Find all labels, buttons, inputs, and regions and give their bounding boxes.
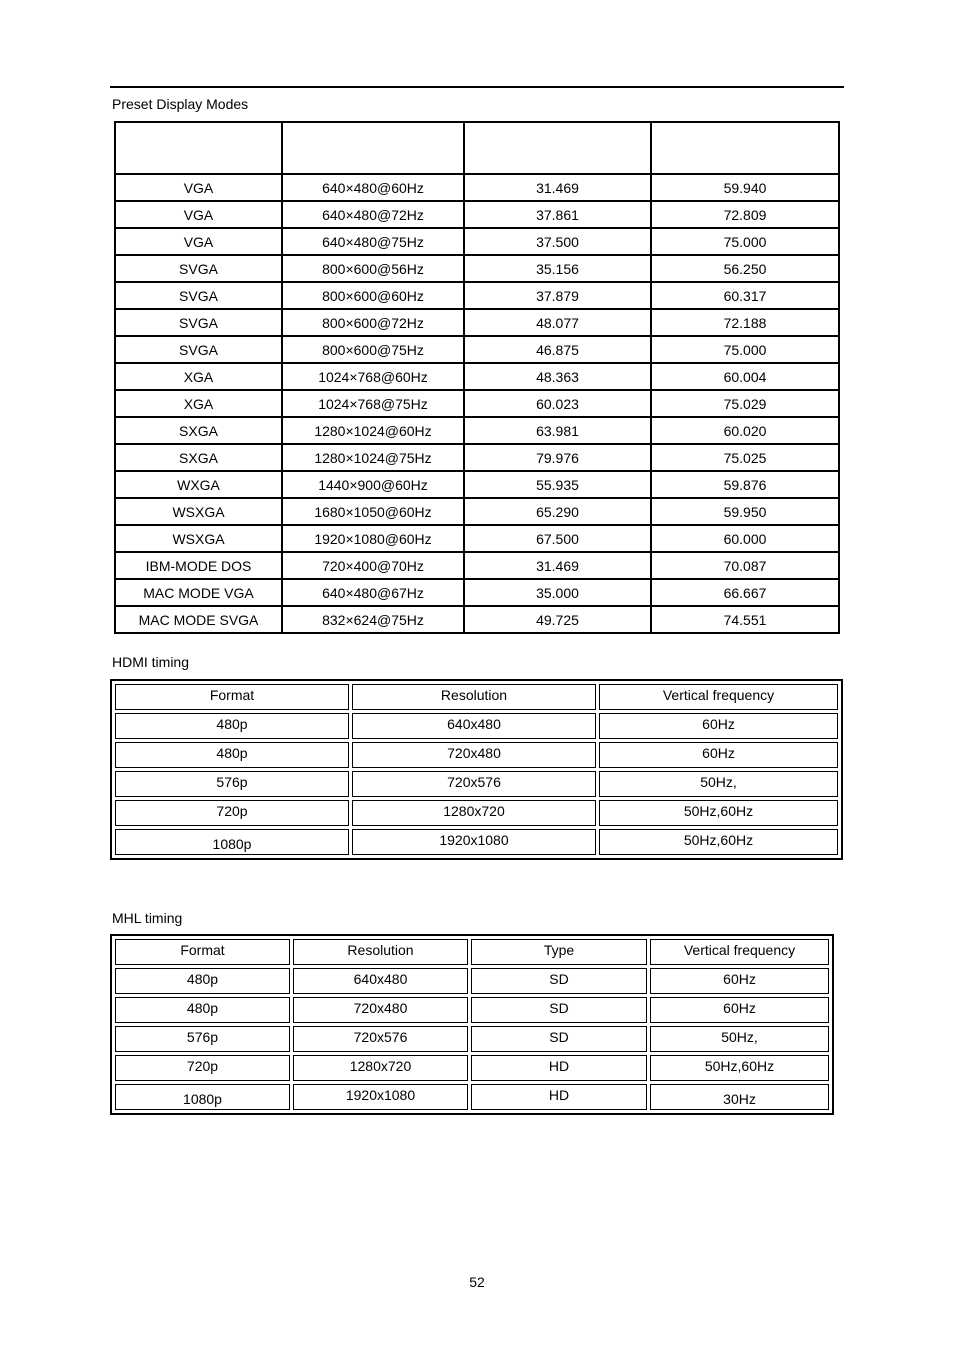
- table-cell: 720×400@70Hz: [283, 553, 465, 580]
- table-cell: 50Hz,60Hz: [599, 800, 838, 826]
- table-row: [116, 229, 838, 256]
- table-cell: 74.551: [723, 611, 767, 628]
- table-cell: XGA: [116, 391, 283, 418]
- table-row: [116, 580, 838, 607]
- header-cell: Resolution: [352, 684, 596, 710]
- table-cell: SVGA: [116, 283, 283, 310]
- table-cell: SVGA: [116, 310, 283, 337]
- table-cell: WSXGA: [116, 499, 283, 526]
- table-cell: XGA: [116, 364, 283, 391]
- table-cell: 1024×768@60Hz: [283, 364, 465, 391]
- table-cell: 75.029: [652, 391, 838, 418]
- table-cell: 60.004: [652, 364, 838, 391]
- table-row: [116, 391, 838, 418]
- table-cell: SXGA: [116, 445, 283, 472]
- table-cell: 576p: [115, 771, 349, 797]
- table-cell: 800×600@60Hz: [283, 283, 465, 310]
- table-header-row: [116, 123, 838, 175]
- table-cell: 1680×1050@60Hz: [283, 499, 465, 526]
- header-cell: Vertical frequency: [650, 939, 829, 965]
- table-cell: SD: [471, 1026, 647, 1052]
- table-cell: 1280x720: [293, 1055, 468, 1081]
- table-cell: 1920x1080: [293, 1084, 468, 1110]
- table-cell: VGA: [116, 202, 283, 229]
- table-cell: 800×600@72Hz: [283, 310, 465, 337]
- table-cell: SXGA: [116, 418, 283, 445]
- table-cell: 1920x1080: [352, 829, 596, 855]
- table-row: [116, 256, 838, 283]
- header-cell: Type: [471, 939, 647, 965]
- hdmi-timing-title: HDMI timing: [112, 654, 190, 670]
- table-cell: 60.000: [652, 526, 838, 553]
- preset-modes-title: Preset Display Modes: [112, 96, 249, 112]
- table-cell: 60Hz: [599, 742, 838, 768]
- table-row: [115, 771, 838, 797]
- table-cell: HD: [471, 1055, 647, 1081]
- table-row: [116, 499, 838, 526]
- table-header-row: [115, 684, 838, 710]
- table-cell: 720p: [115, 800, 349, 826]
- table-row: [115, 1026, 829, 1052]
- table-cell: 640×480@75Hz: [283, 229, 465, 256]
- table-cell: 720x480: [293, 997, 468, 1023]
- header-cell: [116, 123, 283, 175]
- table-cell: 59.940: [652, 175, 838, 202]
- table-cell: 31.469: [465, 175, 652, 202]
- header-cell: Format: [115, 939, 290, 965]
- table-cell: 37.500: [465, 229, 652, 256]
- table-cell: 720x576: [352, 771, 596, 797]
- table-row: [115, 713, 838, 739]
- table-cell: SVGA: [116, 337, 283, 364]
- table-cell: 46.875: [465, 337, 652, 364]
- table-cell: 480p: [115, 997, 290, 1023]
- table-cell: 60Hz: [650, 968, 829, 994]
- table-cell: 50Hz,60Hz: [599, 829, 838, 855]
- table-cell: 1024×768@75Hz: [283, 391, 465, 418]
- table-cell: 1080p: [115, 829, 349, 855]
- table-cell: 60.023: [465, 391, 652, 418]
- table-cell: 30Hz: [650, 1084, 829, 1110]
- table-row: [115, 1084, 829, 1110]
- table-cell: 1080p: [115, 1084, 290, 1110]
- preset-modes-table: [114, 121, 840, 634]
- table-cell: 79.976: [465, 445, 652, 472]
- table-cell: 60Hz: [599, 713, 838, 739]
- table-cell: 75.025: [652, 445, 838, 472]
- table-cell: 35.000: [465, 580, 652, 607]
- table-cell: 50Hz,: [650, 1026, 829, 1052]
- table-cell: 66.667: [652, 580, 838, 607]
- table-row: [116, 283, 838, 310]
- table-cell: MAC MODE VGA: [116, 580, 283, 607]
- table-cell: 640×480@60Hz: [283, 175, 465, 202]
- table-cell: HD: [471, 1084, 647, 1110]
- table-cell: MAC MODE SVGA: [116, 607, 283, 632]
- table-cell: 1280×1024@75Hz: [283, 445, 465, 472]
- table-cell: 480p: [115, 713, 349, 739]
- table-row: [116, 364, 838, 391]
- table-cell: 70.087: [652, 553, 838, 580]
- table-cell: 48.363: [465, 364, 652, 391]
- table-row: [115, 1055, 829, 1081]
- table-cell: IBM-MODE DOS: [116, 553, 283, 580]
- header-cell: Resolution: [293, 939, 468, 965]
- table-cell: SD: [471, 997, 647, 1023]
- table-cell: 576p: [115, 1026, 290, 1052]
- header-cell: Format: [115, 684, 349, 710]
- table-row: [116, 202, 838, 229]
- table-row: [115, 800, 838, 826]
- table-cell: 1920×1080@60Hz: [283, 526, 465, 553]
- hdmi-timing-table: [110, 679, 843, 860]
- mhl-timing-title: MHL timing: [112, 910, 183, 926]
- table-cell: 640×480@72Hz: [283, 202, 465, 229]
- table-cell: 640×480@67Hz: [283, 580, 465, 607]
- table-row: [115, 742, 838, 768]
- table-header-row: [115, 939, 829, 965]
- table-cell: 48.077: [465, 310, 652, 337]
- table-cell: 640x480: [352, 713, 596, 739]
- table-cell: 50Hz,60Hz: [650, 1055, 829, 1081]
- table-cell: 720p: [115, 1055, 290, 1081]
- table-cell: 60.317: [652, 283, 838, 310]
- table-cell: 65.290: [465, 499, 652, 526]
- table-cell: 832×624@75Hz: [283, 607, 465, 632]
- header-cell: [283, 123, 465, 175]
- table-cell: 480p: [115, 742, 349, 768]
- table-cell: 720x576: [293, 1026, 468, 1052]
- table-cell: 37.861: [465, 202, 652, 229]
- table-cell: SD: [471, 968, 647, 994]
- table-cell: 800×600@56Hz: [283, 256, 465, 283]
- header-cell: [465, 123, 652, 175]
- table-cell: 480p: [115, 968, 290, 994]
- table-row: [116, 607, 838, 632]
- table-cell: 49.725: [465, 607, 652, 632]
- table-cell: 59.950: [652, 499, 838, 526]
- table-row: [116, 472, 838, 499]
- table-cell: 60Hz: [650, 997, 829, 1023]
- table-cell: WXGA: [116, 472, 283, 499]
- table-cell: WSXGA: [116, 526, 283, 553]
- table-cell: 1280x720: [352, 800, 596, 826]
- table-row: [116, 553, 838, 580]
- table-cell: 63.981: [465, 418, 652, 445]
- table-row: [115, 997, 829, 1023]
- table-row: [116, 526, 838, 553]
- mhl-timing-table: [110, 934, 834, 1115]
- table-cell: 1440×900@60Hz: [283, 472, 465, 499]
- table-cell: 37.879: [465, 283, 652, 310]
- header-cell: [652, 123, 838, 175]
- table-cell: 720x480: [352, 742, 596, 768]
- table-row: [115, 829, 838, 855]
- table-cell: VGA: [116, 175, 283, 202]
- table-row: [116, 310, 838, 337]
- table-cell: 800×600@75Hz: [283, 337, 465, 364]
- table-cell: 72.188: [652, 310, 838, 337]
- table-cell: 31.469: [465, 553, 652, 580]
- page-number: 52: [469, 1274, 485, 1290]
- table-row: [116, 418, 838, 445]
- table-cell: 59.876: [652, 472, 838, 499]
- table-cell: 75.000: [652, 337, 838, 364]
- table-cell: 75.000: [652, 229, 838, 256]
- table-cell: SVGA: [116, 256, 283, 283]
- table-row: [116, 337, 838, 364]
- table-cell: VGA: [116, 229, 283, 256]
- table-cell: 56.250: [652, 256, 838, 283]
- table-row: [115, 968, 829, 994]
- table-row: [116, 175, 838, 202]
- table-row: [116, 445, 838, 472]
- table-cell: 67.500: [465, 526, 652, 553]
- table-cell: 60.020: [652, 418, 838, 445]
- top-rule: [110, 86, 844, 88]
- header-cell: Vertical frequency: [599, 684, 838, 710]
- table-cell: 640x480: [293, 968, 468, 994]
- table-cell: 1280×1024@60Hz: [283, 418, 465, 445]
- table-cell: 55.935: [465, 472, 652, 499]
- table-cell: 72.809: [652, 202, 838, 229]
- table-cell: 35.156: [465, 256, 652, 283]
- table-cell: 50Hz,: [599, 771, 838, 797]
